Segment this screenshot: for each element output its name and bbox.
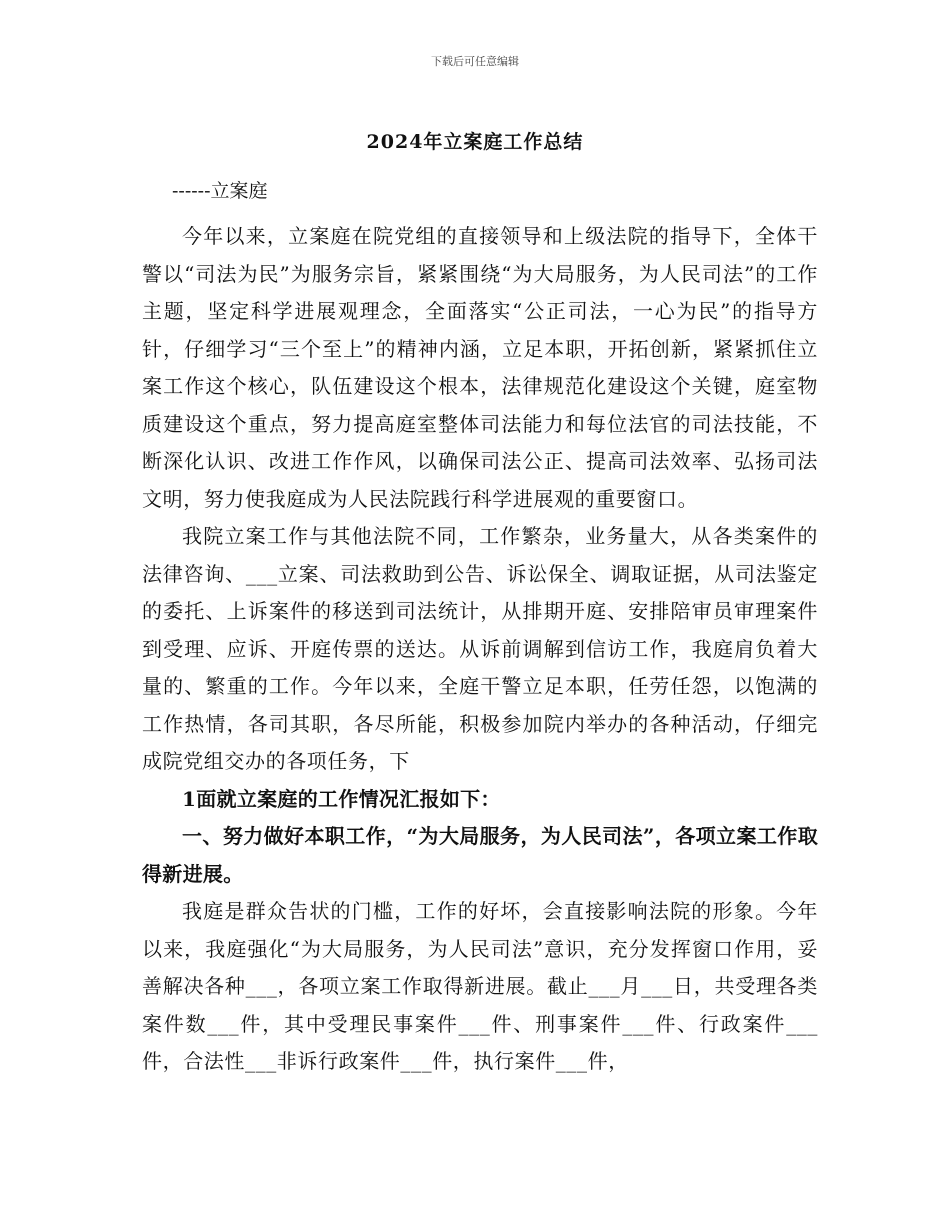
paragraph: 我院立案工作与其他法院不同，工作繁杂，业务量大，从各类案件的法律咨询、___立案、司法救助到公告、诉讼保全、调取证据，从司法鉴定的委托、上诉案件的移送到司法统计，从排期开庭、安排陪审员审理案件到受理、应诉、开庭传票的送达。从诉前调解到信访工作，我庭肩负着大量的、繁重的工作。今年以来，全庭干警立足本职，任劳任怨，以饱满的工作热情，各司其职，各尽所能，积极参加院内举办的各种活动，仔细完成院党组交办的各项任务，下 <box>142 524 818 773</box>
section-heading: 一、努力做好本职工作，“为大局服务，为人民司法”，各项立案工作取得新进展。 <box>142 824 818 886</box>
byline: ------立案庭 <box>172 180 268 202</box>
body-text <box>142 218 818 1081</box>
paragraph: 今年以来，立案庭在院党组的直接领导和上级法院的指导下，全体干警以“司法为民”为服务宗旨，紧紧围绕“为大局服务，为人民司法”的工作主题，坚定科学进展观理念，全面落实“公正司法，一心为民”的指导方针，仔细学习“三个至上”的精神内涵，立足本职，开拓创新，紧紧抓住立案工作这个核心，队伍建设这个根本，法律规范化建设这个关键，庭室物质建设这个重点，努力提高庭室整体司法能力和每位法官的司法技能，不断深化认识、改进工作作风，以确保司法公正、提高司法效率、弘扬司法文明，努力使我庭成为人民法院践行科学进展观的重要窗口。 <box>142 224 818 511</box>
paragraph: 我庭是群众告状的门槛，工作的好坏，会直接影响法院的形象。今年以来，我庭强化“为大局服务，为人民司法”意识，充分发挥窗口作用，妥善解决各种___，各项立案工作取得新进展。截止___月___日，共受理各类案件数___件，其中受理民事案件___件、刑事案件___件、行政案件___件，合法性___非诉行政案件___件，执行案件___件， <box>142 899 818 1073</box>
paragraph-bold: 1面就立案庭的工作情况汇报如下： <box>182 786 501 811</box>
header-note: 下载后可任意编辑 <box>431 55 519 68</box>
document-title: 2024年立案庭工作总结 <box>366 131 584 153</box>
